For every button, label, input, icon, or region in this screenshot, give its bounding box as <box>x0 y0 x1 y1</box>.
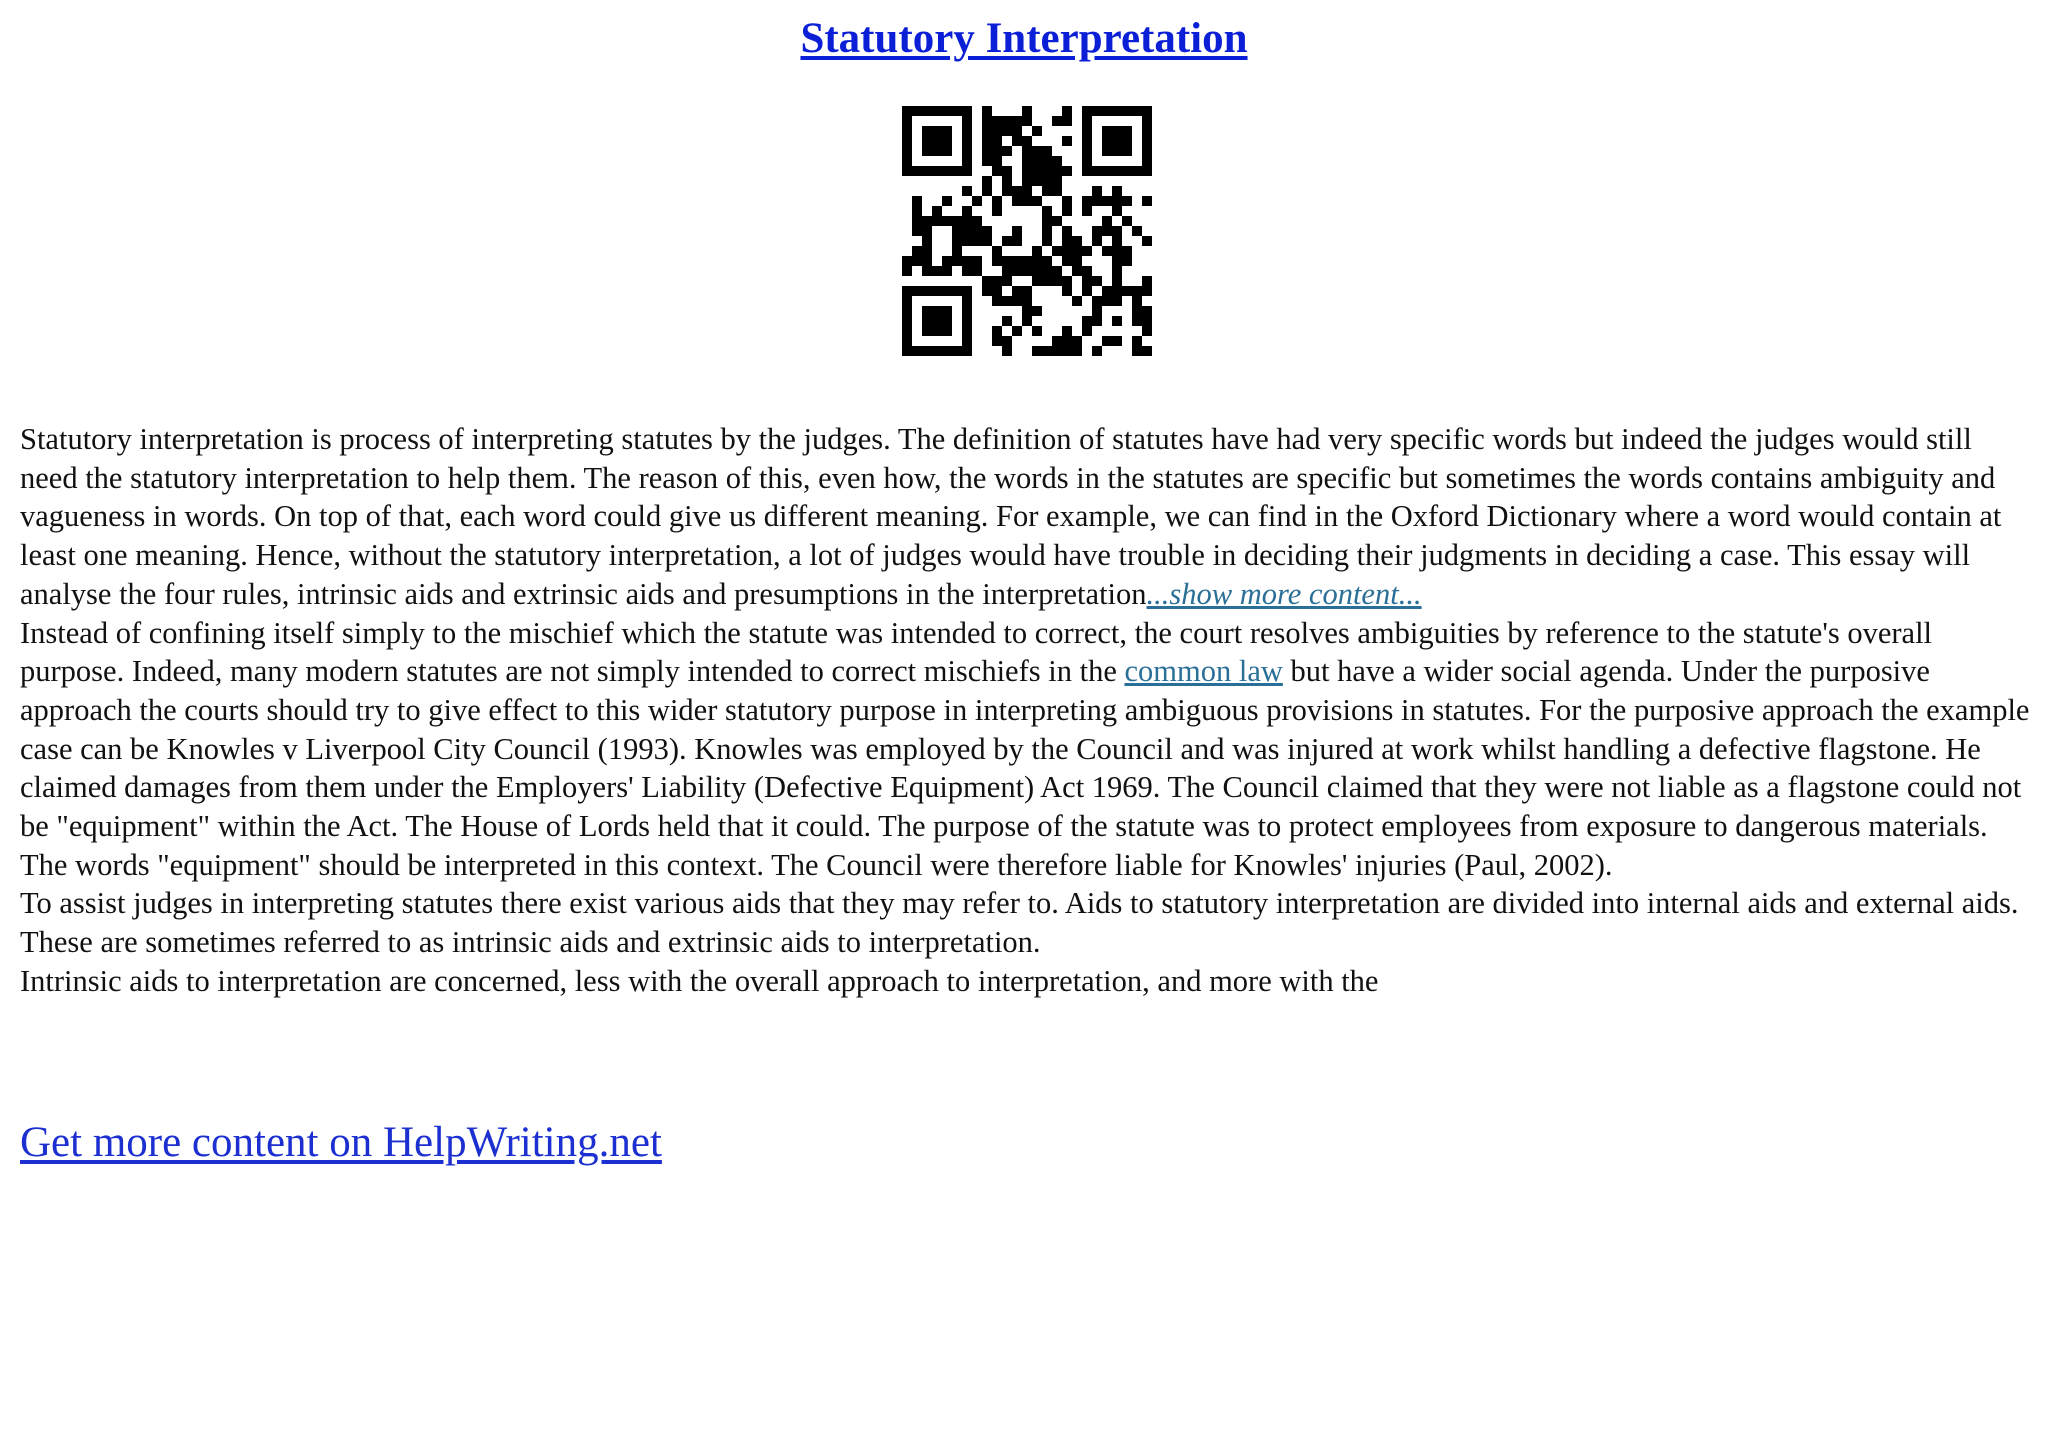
paragraph-purposive <box>20 614 2030 885</box>
paragraph-intro <box>20 420 2030 614</box>
page-title-link[interactable]: Statutory Interpretation <box>800 15 1248 62</box>
paragraph-intrinsic: Intrinsic aids to interpretation are concerned, less with the overall approach to interpretation, and more with the <box>20 963 1379 998</box>
paragraph-purposive-text-end: but have a wider social agenda. Under the purposive approach the courts should try to give effect to this wider statutory purpose in interpreting ambiguous provisions in statutes. For the purposive approach the example case can be Knowles v Liverpool City Council (1993). Knowles was employed by the Council and was injured at work whilst handling a defective flagstone. He claimed damages from them under the Employers' Liability (Defective Equipment) Act 1969. The Council claimed that they were not liable as a flagstone could not be "equipment" within the Act. The House of Lords held that it could. The purpose of the statute was to protect employees from exposure to dangerous materials. The words "equipment" should be interpreted in this context. The Council were therefore liable for Knowles' injuries (Paul, 2002). <box>20 654 2030 882</box>
qr-code-icon <box>902 106 1152 356</box>
get-more-content-link[interactable]: Get more content on HelpWriting.net <box>20 1119 662 1166</box>
title-container <box>0 14 2048 63</box>
article-body <box>20 420 2030 1001</box>
paragraph-purposive-text-start: Instead of confining itself simply to the mischief which the statute was intended to correct, the court resolves ambiguities by reference to the statute's overall purpose. Indeed, many modern statutes are not simply intended to correct mischiefs in the <box>20 615 1933 689</box>
paragraph-aids: To assist judges in interpreting statutes there exist various aids that they may refer to. Aids to statutory interpretation are divided into internal aids and external aids. These are sometimes referred to as intrinsic aids and extrinsic aids to interpretation. <box>20 886 2019 960</box>
show-more-link[interactable]: ...show more content... <box>1146 576 1422 611</box>
common-law-link[interactable]: common law <box>1124 654 1283 689</box>
paragraph-intro-text: Statutory interpretation is process of interpreting statutes by the judges. The definition of statutes have had very specific words but indeed the judges would still need the statutory interpretation to help them. The reason of this, even how, the words in the statutes are specific but sometimes the words contains ambiguity and vagueness in words. On top of that, each word could give us different meaning. For example, we can find in the Oxford Dictionary where a word would contain at least one meaning. Hence, without the statutory interpretation, a lot of judges would have trouble in deciding their judgments in deciding a case. This essay will analyse the four rules, intrinsic aids and extrinsic aids and presumptions in the interpretation <box>20 422 2002 611</box>
